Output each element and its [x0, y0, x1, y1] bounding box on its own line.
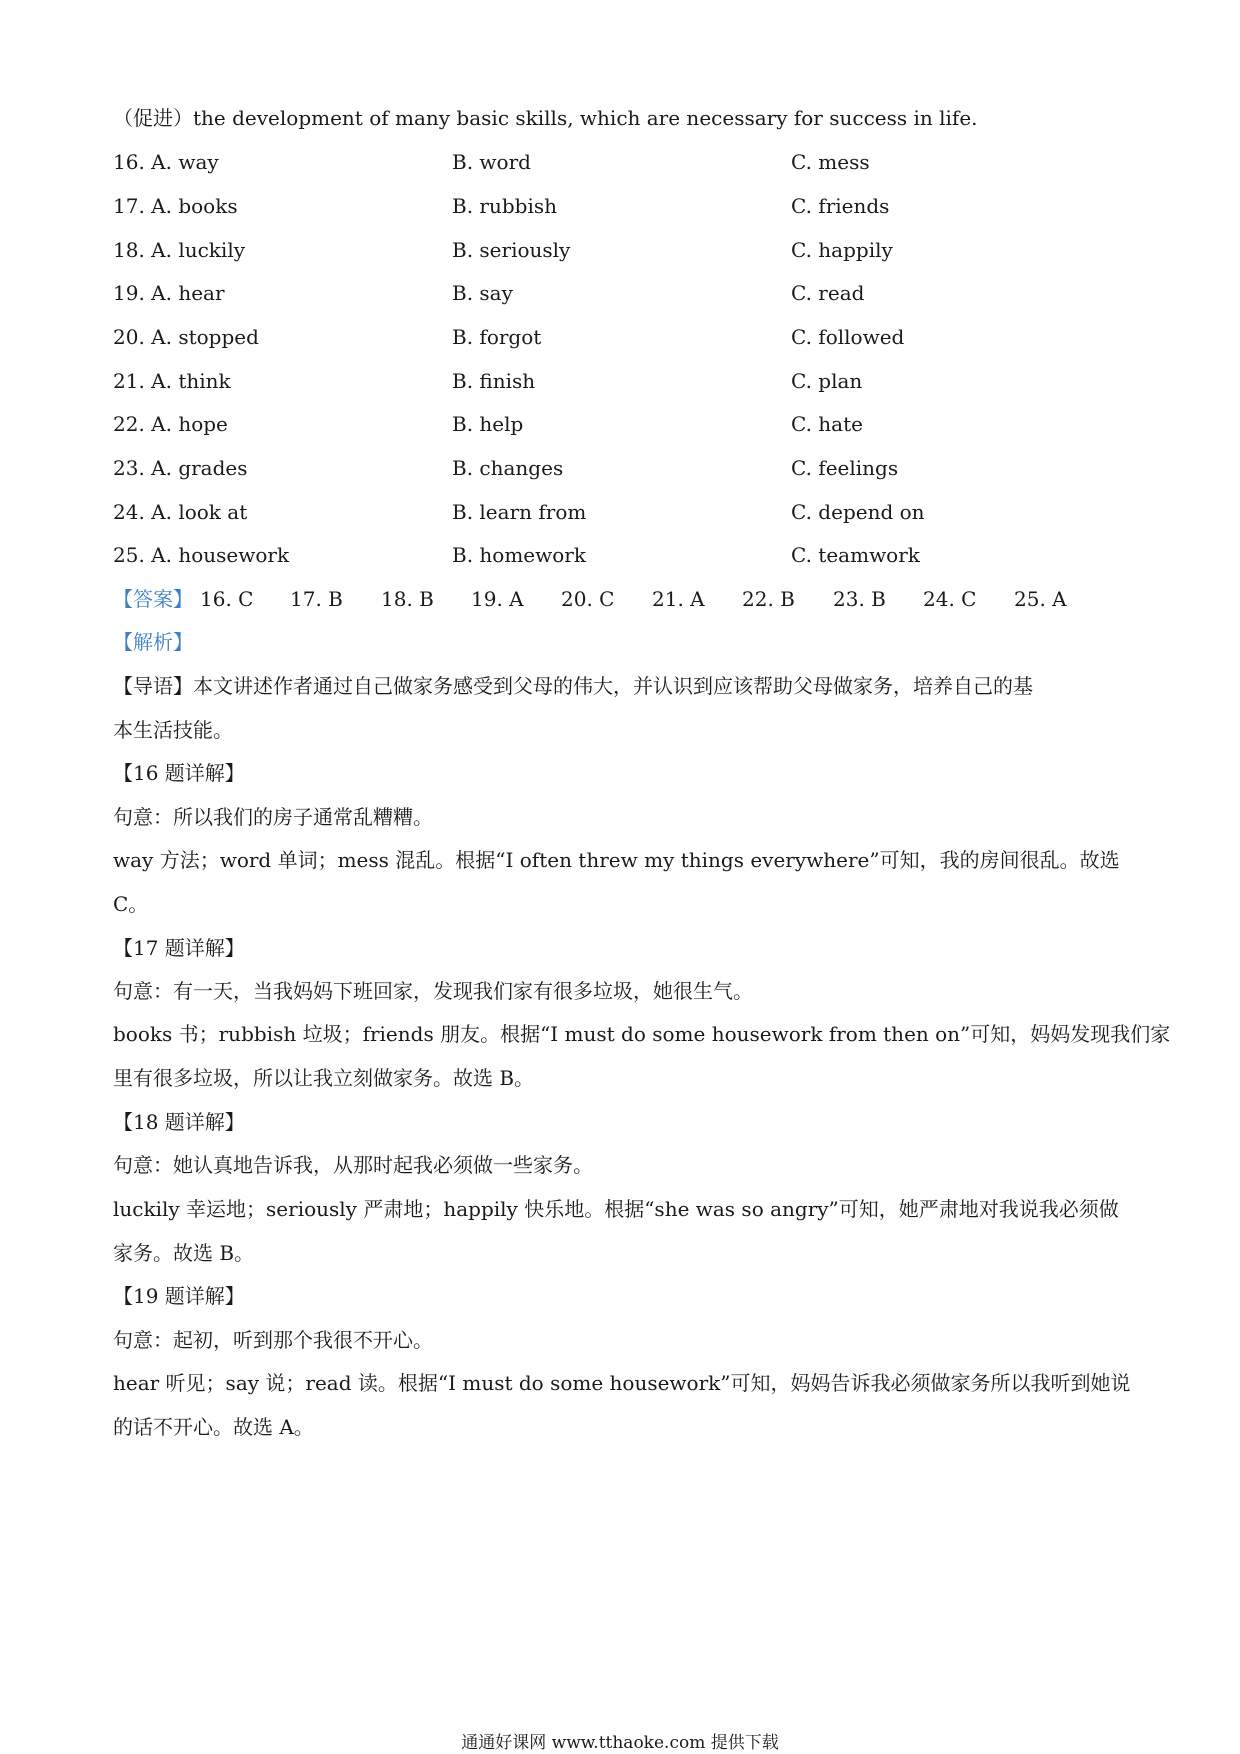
- answer-item: 23. B: [833, 587, 886, 611]
- option-a: 19. A. hear: [113, 281, 225, 305]
- option-c: C. happily: [791, 238, 893, 262]
- option-a: 24. A. look at: [113, 500, 248, 524]
- guide-text: 本生活技能。: [113, 718, 233, 742]
- option-c: C. depend on: [791, 500, 925, 524]
- q17-explanation: books 书；rubbish 垃圾；friends 朋友。根据“I must do some housework from then on”可知，妈妈发现我们家: [113, 1022, 1171, 1046]
- option-b: B. help: [452, 412, 524, 436]
- q18-explanation: 家务。故选 B。: [113, 1241, 255, 1265]
- answer-item: 17. B: [290, 587, 343, 611]
- option-b: B. learn from: [452, 500, 587, 524]
- answer-item: 20. C: [561, 587, 615, 611]
- intro-line: （促进）the development of many basic skills, which are necessary for success in life.: [113, 106, 978, 130]
- answer-item: 19. A: [471, 587, 524, 611]
- option-c: C. read: [791, 281, 865, 305]
- option-a: 16. A. way: [113, 150, 219, 174]
- answer-item: 24. C: [923, 587, 977, 611]
- answer-item: 25. A: [1014, 587, 1067, 611]
- option-c: C. plan: [791, 369, 863, 393]
- option-a: 20. A. stopped: [113, 325, 259, 349]
- answer-item: 16. C: [200, 587, 254, 611]
- option-b: B. word: [452, 150, 531, 174]
- q16-explanation: way 方法；word 单词；mess 混乱。根据“I often threw my things everywhere”可知，我的房间很乱。故选: [113, 848, 1120, 872]
- option-a: 17. A. books: [113, 194, 238, 218]
- q18-heading: 【18 题详解】: [113, 1110, 245, 1134]
- option-a: 18. A. luckily: [113, 238, 246, 262]
- option-b: B. say: [452, 281, 513, 305]
- q16-meaning: 句意：所以我们的房子通常乱糟糟。: [113, 805, 433, 829]
- q19-heading: 【19 题详解】: [113, 1284, 245, 1308]
- answer-item: 22. B: [742, 587, 795, 611]
- q19-meaning: 句意：起初，听到那个我很不开心。: [113, 1328, 433, 1352]
- q17-explanation: 里有很多垃圾，所以让我立刻做家务。故选 B。: [113, 1066, 535, 1090]
- q19-explanation: hear 听见；say 说；read 读。根据“I must do some housework”可知，妈妈告诉我必须做家务所以我听到她说: [113, 1371, 1131, 1395]
- page-footer: 通通好课网 www.tthaoke.com 提供下载: [461, 1733, 779, 1753]
- option-b: B. seriously: [452, 238, 571, 262]
- option-c: C. friends: [791, 194, 890, 218]
- q18-meaning: 句意：她认真地告诉我，从那时起我必须做一些家务。: [113, 1153, 593, 1177]
- answer-item: 18. B: [381, 587, 434, 611]
- q16-explanation: C。: [113, 892, 149, 916]
- q16-heading: 【16 题详解】: [113, 761, 245, 785]
- option-a: 25. A. housework: [113, 543, 290, 567]
- guide-text: 【导语】本文讲述作者通过自己做家务感受到父母的伟大，并认识到应该帮助父母做家务，培养自己的基: [113, 674, 1033, 698]
- q19-explanation: 的话不开心。故选 A。: [113, 1415, 314, 1439]
- option-b: B. forgot: [452, 325, 542, 349]
- option-b: B. homework: [452, 543, 586, 567]
- q17-meaning: 句意：有一天，当我妈妈下班回家，发现我们家有很多垃圾，她很生气。: [113, 979, 753, 1003]
- answer-label: 【答案】: [113, 587, 193, 611]
- option-a: 23. A. grades: [113, 456, 248, 480]
- option-b: B. changes: [452, 456, 564, 480]
- option-c: C. mess: [791, 150, 870, 174]
- q17-heading: 【17 题详解】: [113, 936, 245, 960]
- option-b: B. finish: [452, 369, 536, 393]
- option-c: C. feelings: [791, 456, 899, 480]
- answer-item: 21. A: [652, 587, 705, 611]
- q18-explanation: luckily 幸运地；seriously 严肃地；happily 快乐地。根据“she was so angry”可知，她严肃地对我说我必须做: [113, 1197, 1119, 1221]
- option-a: 22. A. hope: [113, 412, 228, 436]
- option-c: C. teamwork: [791, 543, 920, 567]
- analysis-label: 【解析】: [113, 630, 193, 654]
- option-c: C. hate: [791, 412, 863, 436]
- option-a: 21. A. think: [113, 369, 231, 393]
- option-c: C. followed: [791, 325, 905, 349]
- option-b: B. rubbish: [452, 194, 557, 218]
